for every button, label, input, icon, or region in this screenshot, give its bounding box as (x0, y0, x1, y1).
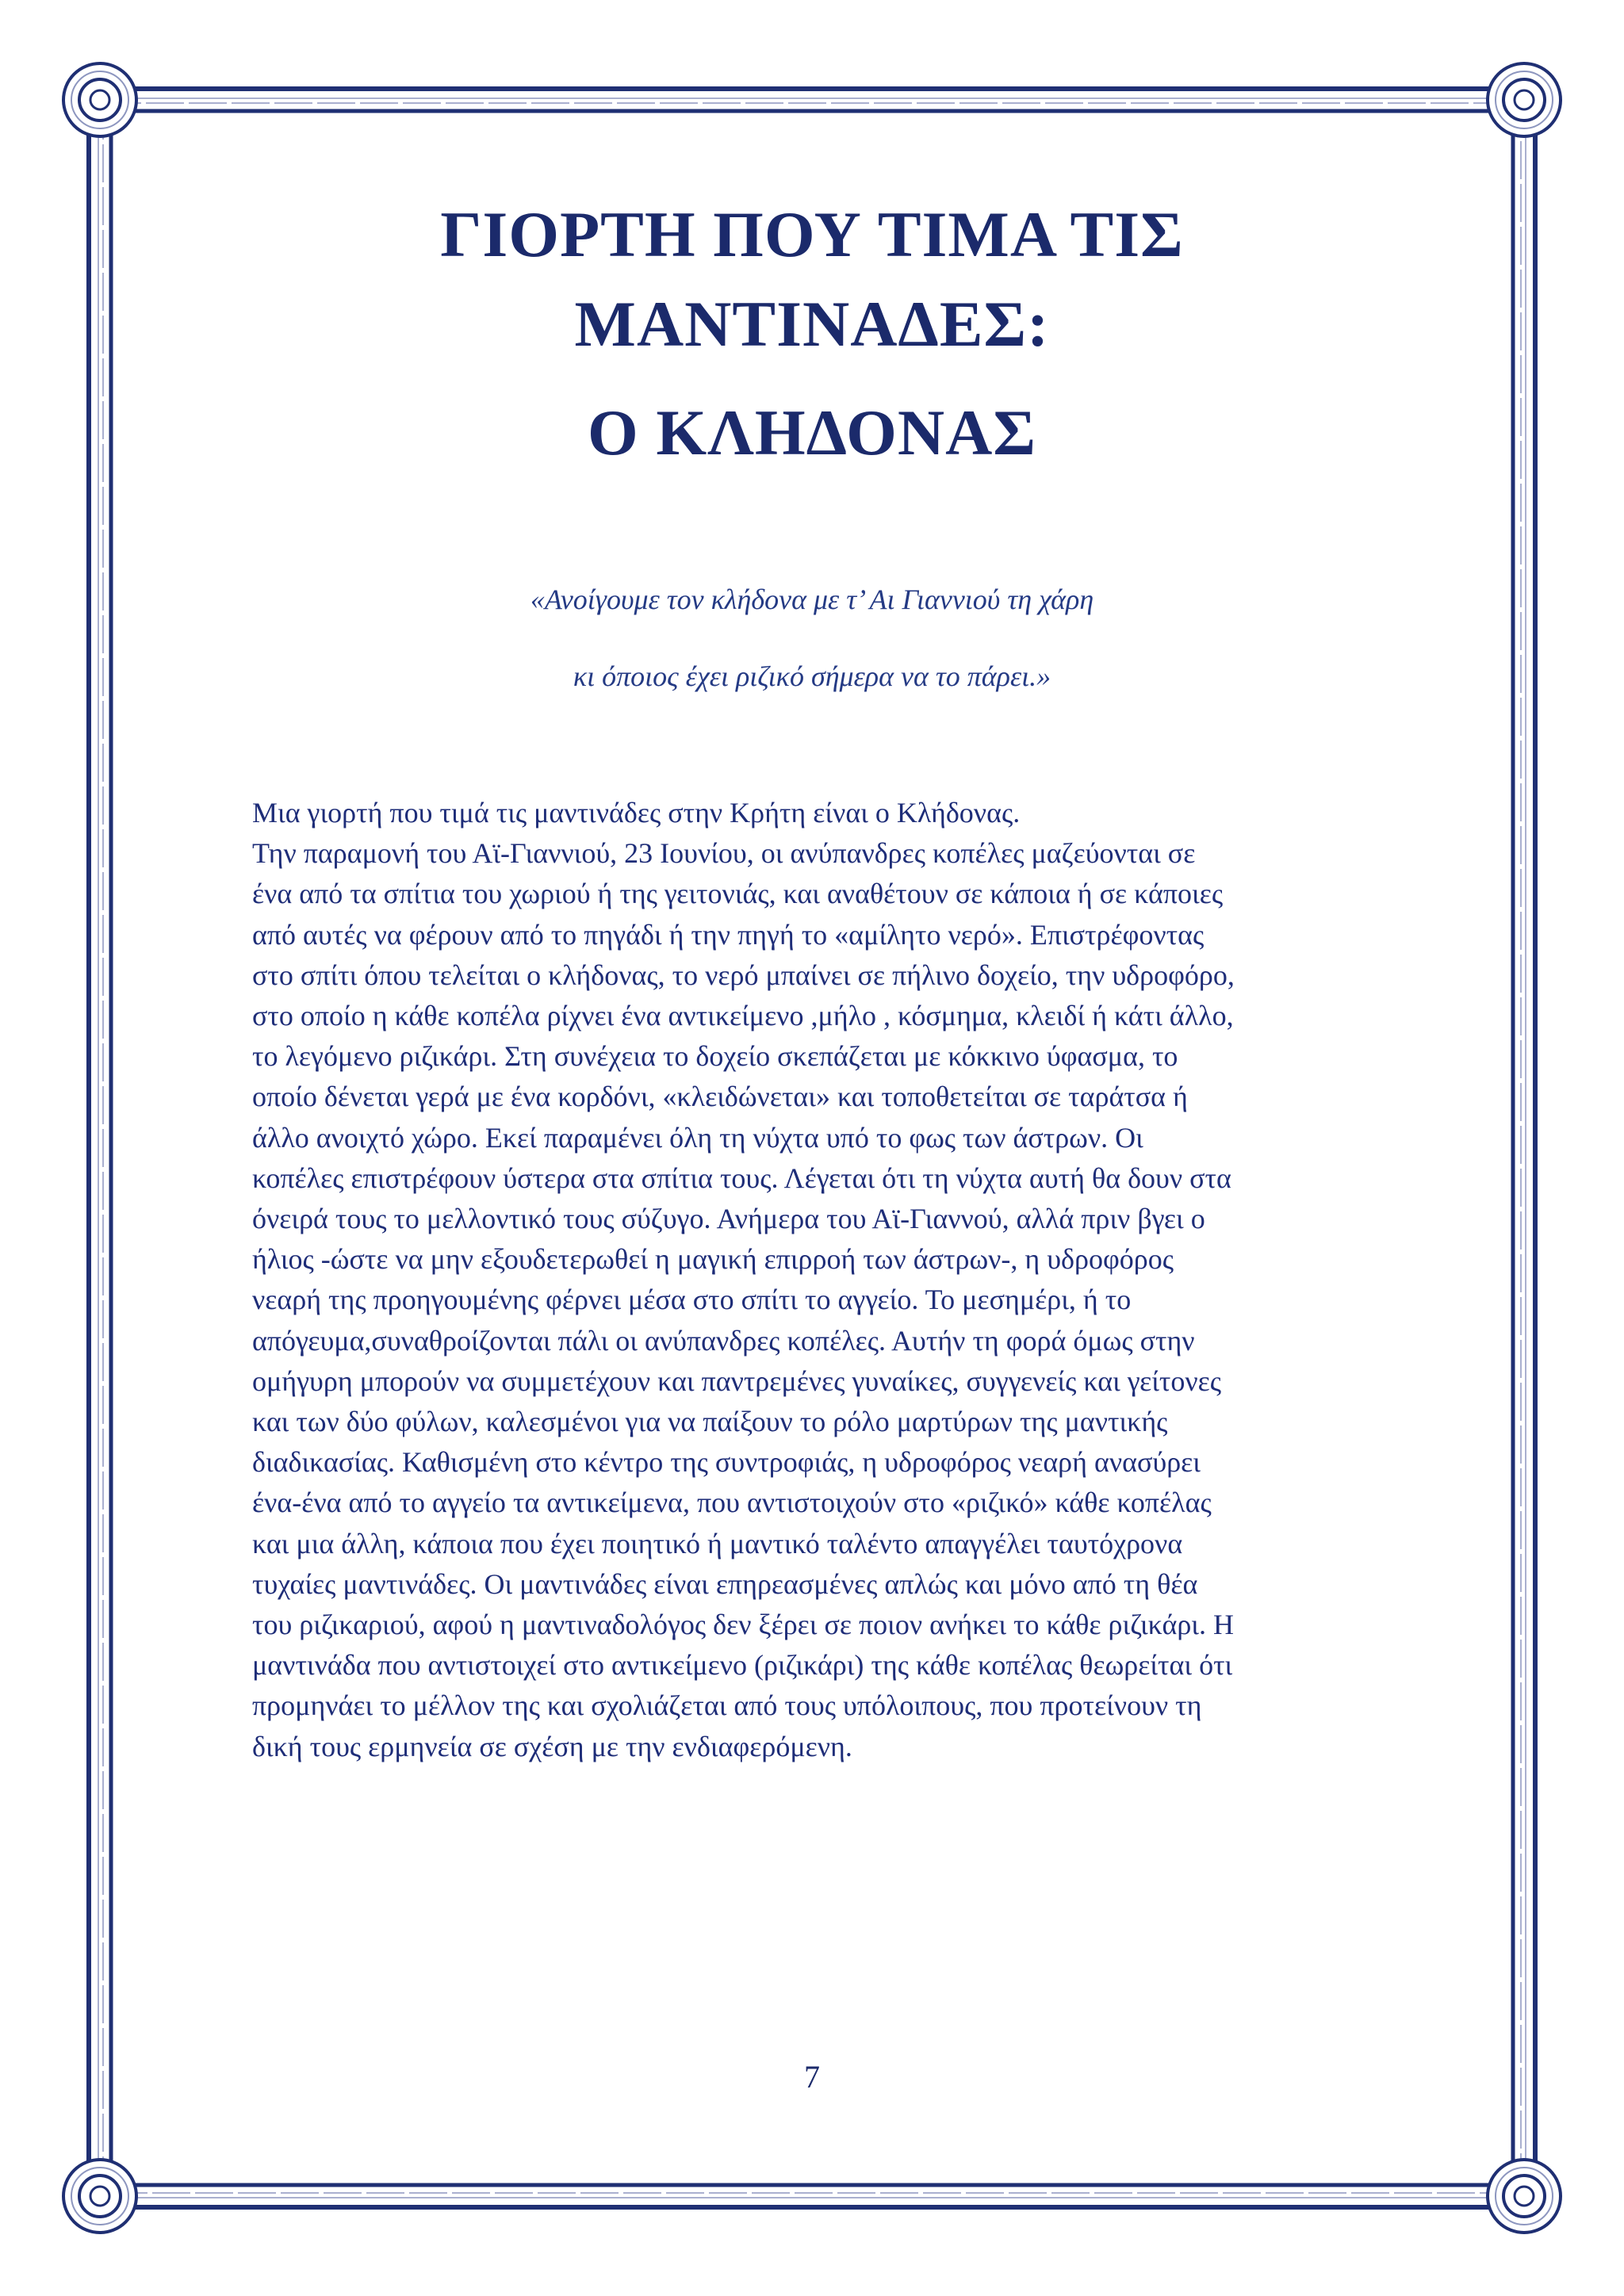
body-line: διαδικασίας. Καθισμένη στο κέντρο της συντροφιάς, η υδροφόρος νεαρή ανασύρει (252, 1446, 1201, 1479)
body-line: προμηνάει το μέλλον της και σχολιάζεται από τους υπόλοιπους, που προτείνουν τη (252, 1689, 1202, 1722)
title-line-2: ΜΑΝΤΙΝΑΔΕΣ: (574, 288, 1050, 360)
body-line: κοπέλες επιστρέφουν ύστερα στα σπίτια τους. Λέγεται ότι τη νύχτα αυτή θα δουν στα (252, 1161, 1231, 1194)
body-line: όνειρά τους το μελλοντικό τους σύζυγο. Ανήμερα του Αϊ-Γιαννού, αλλά πριν βγει ο (252, 1203, 1205, 1235)
body-line: τυχαίες μαντινάδες. Οι μαντινάδες είναι επηρεασμένες απλώς και μόνο από τη θέα (252, 1567, 1198, 1600)
epigraph-line-2: κι όποιος έχει ριζικό σήμερα να το πάρει.» (573, 660, 1051, 692)
epigraph-line-1: «Ανοίγουμε τον κλήδονα με τ’ Αι Γιαννιού τη χάρη (530, 584, 1094, 615)
body-line: ομήγυρη μπορούν να συμμετέχουν και παντρεμένες γυναίκες, συγγενείς και γείτονες (252, 1364, 1221, 1397)
body-line: από αυτές να φέρουν από το πηγάδι ή την πηγή το «αμίλητο νερό». Επιστρέφοντας (252, 918, 1205, 951)
body-line: Την παραμονή του Αϊ-Γιαννιού, 23 Ιουνίου, οι ανύπανδρες κοπέλες μαζεύονται σε (252, 837, 1196, 870)
body-line: ήλιος -ώστε να μην εξουδετερωθεί η μαγική επιρροή των άστρων-, η υδροφόρος (252, 1243, 1174, 1276)
body-line: ένα από τα σπίτια του χωριού ή της γειτονιάς, και αναθέτουν σε κάποια ή σε κάποιες (252, 878, 1224, 910)
body-line: και μια άλλη, κάποια που έχει ποιητικό ή μαντικό ταλέντο απαγγέλει ταυτόχρονα (252, 1527, 1183, 1559)
body-line: στο σπίτι όπου τελείται ο κλήδονας, το νερό μπαίνει σε πήλινο δοχείο, την υδροφόρο, (252, 959, 1235, 991)
body-line: νεαρή της προηγουμένης φέρνει μέσα στο σπίτι το αγγείο. Το μεσημέρι, ή το (252, 1284, 1132, 1316)
title-line-1: ΓΙΟΡΤΗ ΠΟΥ ΤΙΜΑ ΤΙΣ (440, 198, 1184, 270)
body-line: και των δύο φύλων, καλεσμένοι για να παίξουν το ρόλο μαρτύρων της μαντικής (252, 1406, 1168, 1438)
body-line: δική τους ερμηνεία σε σχέση με την ενδιαφερόμενη. (252, 1730, 852, 1762)
page-number: 7 (804, 2059, 820, 2095)
body-line: ένα-ένα από το αγγείο τα αντικείμενα, που αντιστοιχούν στο «ριζικό» κάθε κοπέλας (252, 1487, 1212, 1519)
body-line: άλλο ανοιχτό χώρο. Εκεί παραμένει όλη τη νύχτα υπό το φως των άστρων. Οι (252, 1121, 1143, 1154)
body-paragraph (252, 793, 1378, 1767)
body-line: Μια γιορτή που τιμά τις μαντινάδες στην Κρήτη είναι ο Κλήδονας. (252, 797, 1021, 828)
body-line: οποίο δένεται γερά με ένα κορδόνι, «κλειδώνεται» και τοποθετείται σε ταράτσα ή (252, 1081, 1188, 1113)
body-line: απόγευμα,συναθροίζονται πάλι οι ανύπανδρες κοπέλες. Αυτήν τη φορά όμως στην (252, 1324, 1195, 1357)
body-line: μαντινάδα που αντιστοιχεί στο αντικείμενο (ριζικάρι) της κάθε κοπέλας θεωρείται ότι (252, 1649, 1233, 1682)
body-line: το λεγόμενο ριζικάρι. Στη συνέχεια το δοχείο σκεπάζεται με κόκκινο ύφασμα, το (252, 1040, 1178, 1073)
body-line: στο οποίο η κάθε κοπέλα ρίχνει ένα αντικείμενο ,μήλο , κόσμημα, κλειδί ή κάτι άλλο, (252, 1000, 1234, 1032)
body-line: του ριζικαριού, αφού η μαντιναδολόγος δεν ξέρει σε ποιον ανήκει το κάθε ριζικάρι. Η (252, 1609, 1234, 1641)
title-line-3: Ο ΚΛΗΔΟΝΑΣ (588, 396, 1036, 469)
